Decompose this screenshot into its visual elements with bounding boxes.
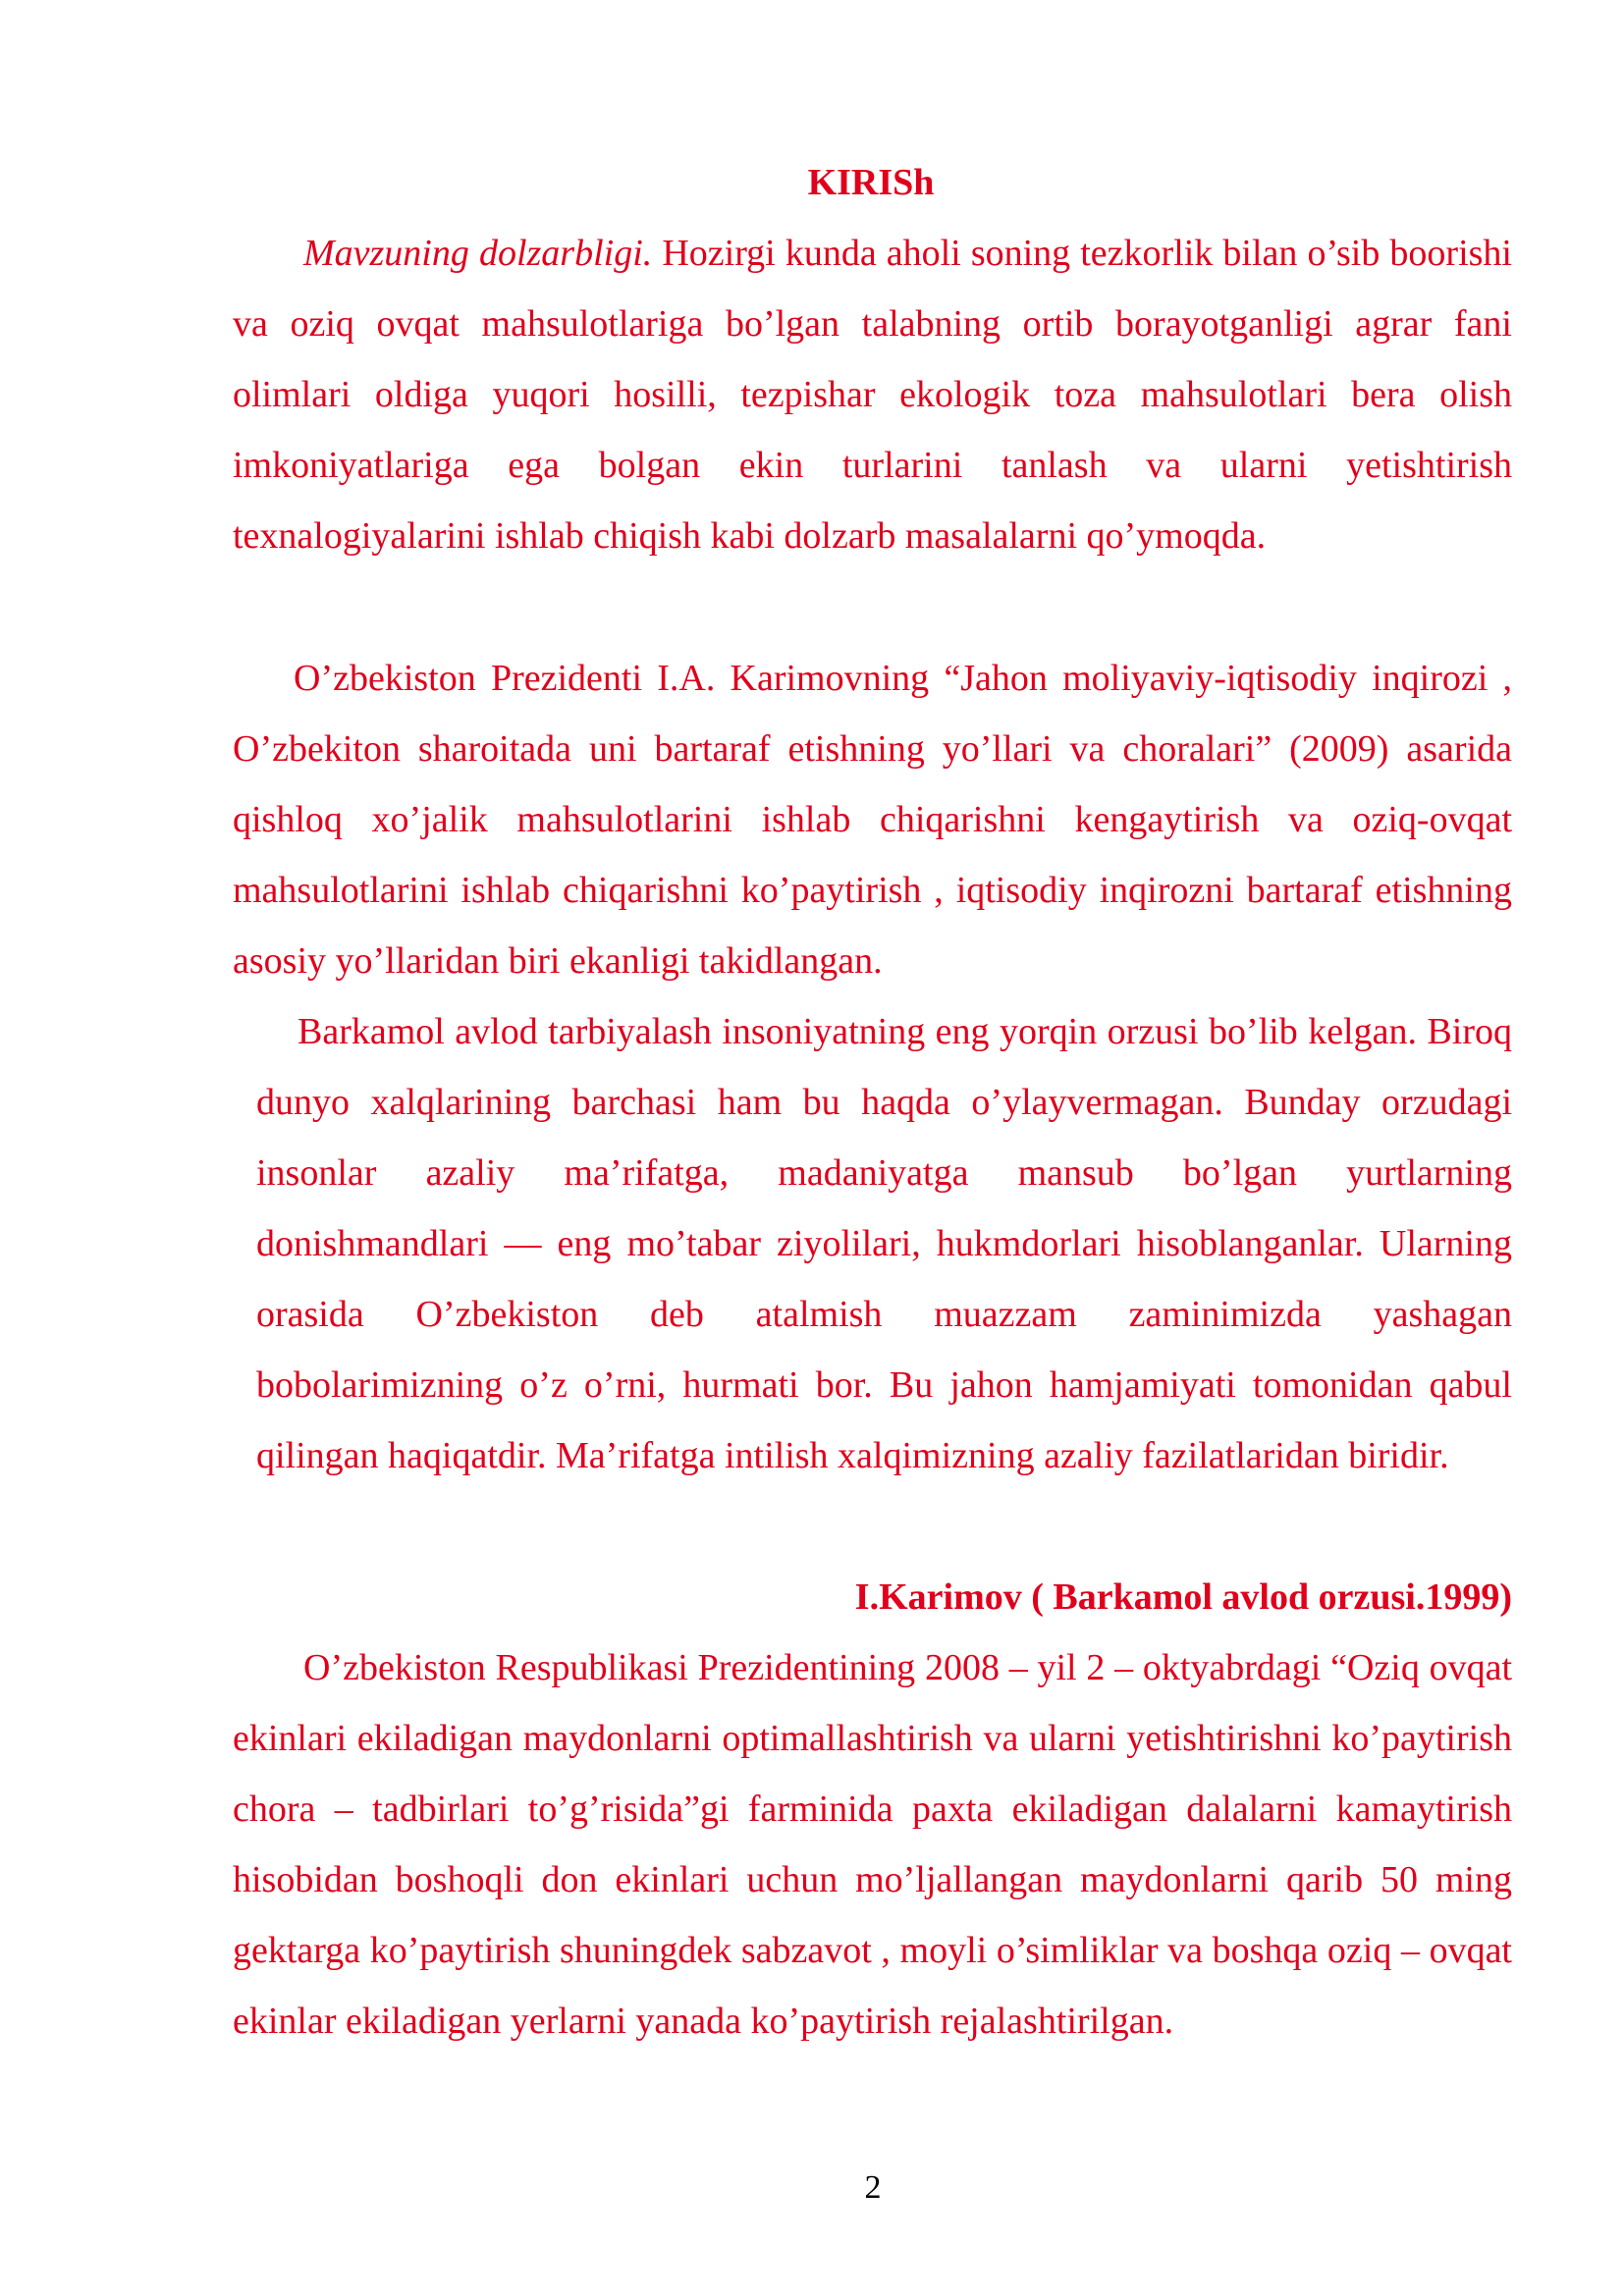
paragraph-president-work <box>233 643 1512 996</box>
paragraph-relevance <box>233 218 1512 571</box>
paragraph-text: O’zbekiston Respublikasi Prezidentining 2008 – yil 2 – oktyabrdagi “Oziq ovqat ekinlari ekiladigan maydonlarni optimallashtirish va ularni yetishtirishni ko’paytirish chora – tadbirlari to’g’risida”gi farminida paxta ekiladigan dalalarni kamaytirish hisobidan boshoqli don ekinlari uchun mo’ljallangan maydonlarni qarib 50 ming gektarga ko’paytirish shuningdek sabzavot , moyli o’simliklar va boshqa oziq – ovqat ekinlar ekiladigan yerlarni yanada ko’paytirish rejalashtirilgan. <box>233 1647 1512 2042</box>
paragraph-decree <box>233 1632 1512 2056</box>
paragraph-quote <box>256 996 1512 1491</box>
relevance-heading: Mavzuning dolzarbligi. <box>303 233 653 274</box>
quote-attribution: I.Karimov ( Barkamol avlod orzusi.1999) <box>854 1576 1512 1618</box>
paragraph-text: Hozirgi kunda aholi soning tezkorlik bilan o’sib boorishi va oziq ovqat mahsulotlariga bo’lgan talabning ortib borayotganligi agrar fani olimlari oldiga yuqori hosilli, tezpishar ekologik toza mahsulotlari bera olish imkoniyatlariga ega bolgan ekin turlarini tanlash va ularni yetishtirish texnalogiyalarini ishlab chiqish kabi dolzarb masalalarni qo’ymoqda. <box>233 233 1512 557</box>
section-title: KIRISh <box>807 162 935 203</box>
page-number: 2 <box>864 2169 882 2206</box>
paragraph-text: O’zbekiston Prezidenti I.A. Karimovning “Jahon moliyaviy-iqtisodiy inqirozi , O’zbekiton sharoitada uni bartaraf etishning yo’llari va choralari” (2009) asarida qishloq xo’jalik mahsulotlarini ishlab chiqarishni kengaytirish va oziq-ovqat mahsulotlarini ishlab chiqarishni ko’paytirish , iqtisodiy inqirozni bartaraf etishning asosiy yo’llaridan biri ekanligi takidlangan. <box>233 658 1512 982</box>
paragraph-text: Barkamol avlod tarbiyalash insoniyatning eng yorqin orzusi bo’lib kelgan. Biroq dunyo xalqlarining barchasi ham bu haqda o’ylayvermagan. Bunday orzudagi insonlar azaliy ma’rifatga, madaniyatga mansub bo’lgan yurtlarning donishmandlari — eng mo’tabar ziyolilari, hukmdorlari hisoblanganlar. Ularning orasida O’zbekiston deb atalmish muazzam zaminimizda yashagan bobolarimizning o’z o’rni, hurmati bor. Bu jahon hamjamiyati tomonidan qabul qilingan haqiqatdir. Ma’rifatga intilish xalqimizning azaliy fazilatlaridan biridir. <box>256 1011 1512 1476</box>
